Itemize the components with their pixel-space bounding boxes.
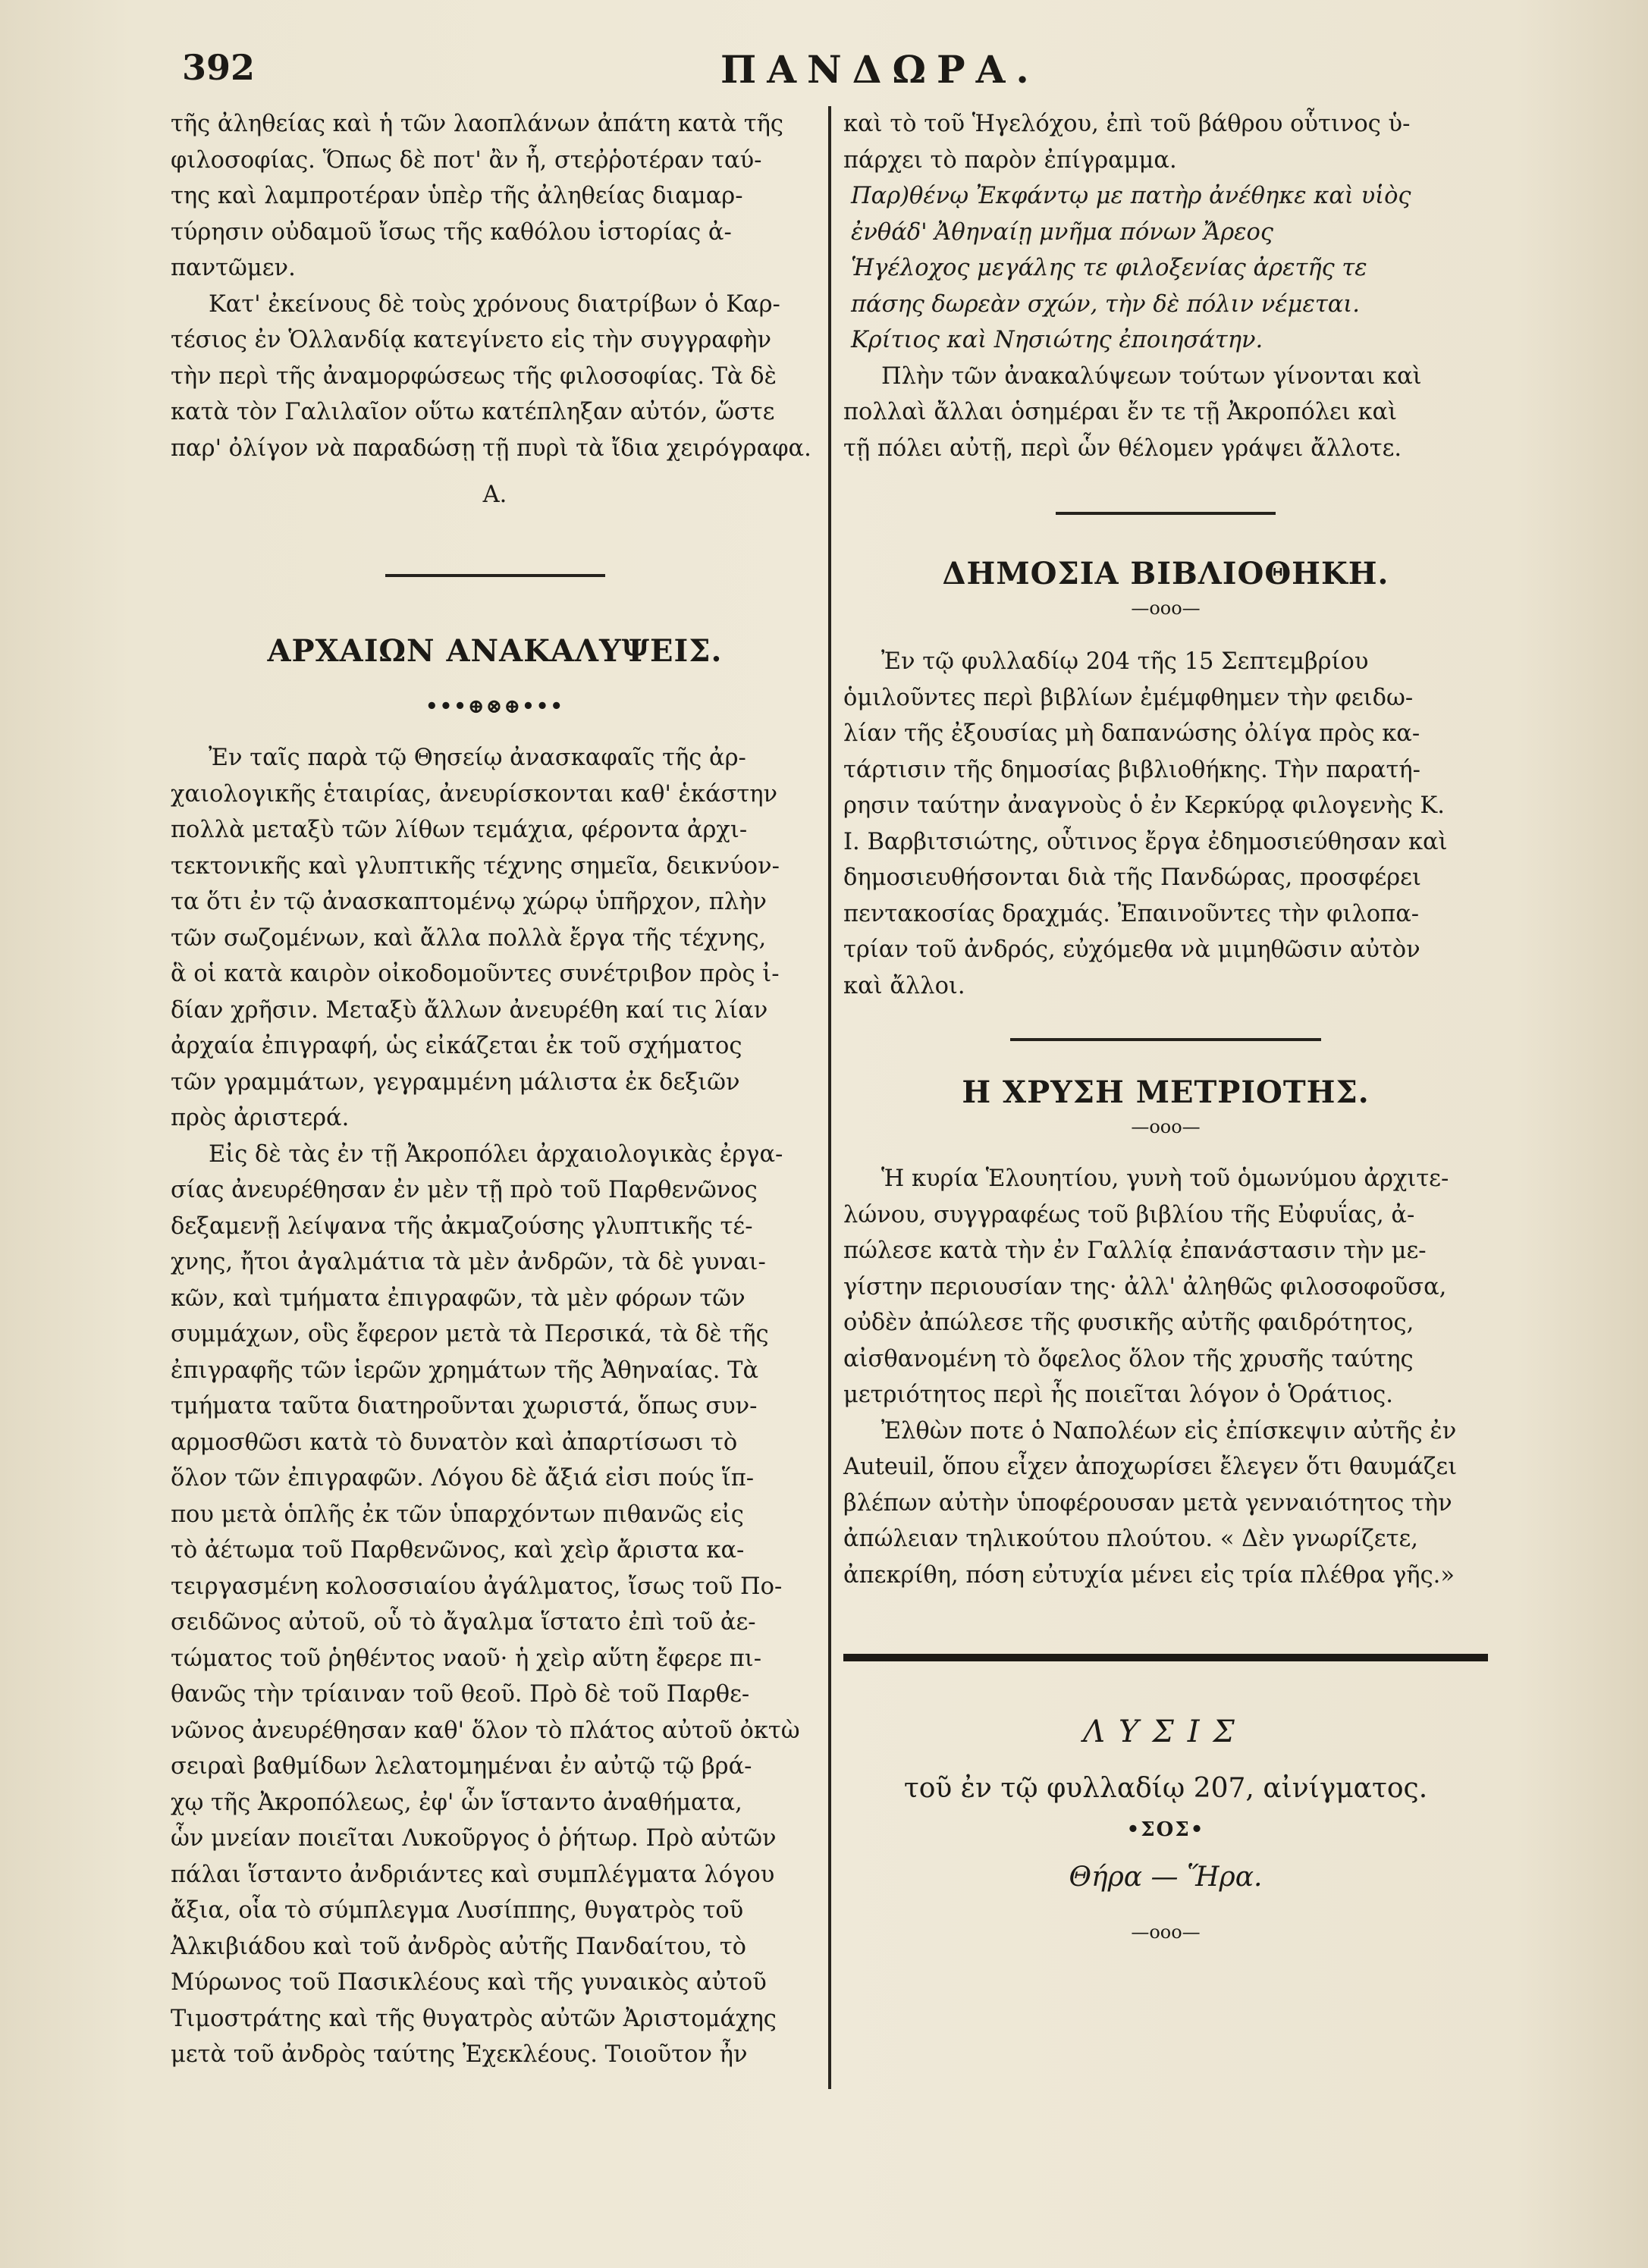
text-line: πεντακοσίας δραχμάς. Ἐπαινοῦντες τὴν φιλοπα- xyxy=(843,900,1420,927)
text-line: οὐδὲν ἀπώλεσε τῆς φυσικῆς αὐτῆς φαιδρότητος, xyxy=(843,1310,1414,1336)
intro-paragraph xyxy=(843,106,1488,178)
text-line: Ἐλθὼν ποτε ὁ Ναπολέων εἰς ἐπίσκεψιν αὐτῆς ἐν xyxy=(881,1417,1457,1445)
text-line: Μύρωνος τοῦ Πασικλέους καὶ τῆς γυναικὸς αὐτοῦ xyxy=(171,1969,767,1996)
epigram-line: πάσης δωρεὰν σχών, τὴν δὲ πόλιν νέμεται. xyxy=(851,290,1360,318)
text-line: λώνου, συγγραφέως τοῦ βιβλίου τῆς Εὐφυΐας, ἀ- xyxy=(843,1201,1415,1228)
text-line: πάλαι ἵσταντο ἀνδριάντες καὶ συμπλέγματα λόγου xyxy=(171,1861,775,1888)
section-ornament: —οοο— xyxy=(1131,1116,1201,1137)
riddle-ornament: •ΣΟΣ• xyxy=(1126,1818,1205,1841)
text-line: καὶ ἄλλοι. xyxy=(843,972,965,999)
epigram-line: ἐνθάδ' Ἀθηναίῃ μνῆμα πόνων Ἄρεος xyxy=(851,218,1273,246)
text-line: ἐπιγραφῆς τῶν ἱερῶν χρημάτων τῆς Ἀθηναίας. Τὰ xyxy=(171,1357,759,1384)
text-line: τὸ ἀέτωμα τοῦ Παρθενῶνος, καὶ χεὶρ ἄριστα κα- xyxy=(171,1537,745,1564)
text-line: τῶν σωζομένων, καὶ ἄλλα πολλὰ ἔργα τῆς τέχνης, xyxy=(171,924,767,952)
text-line: Εἰς δὲ τὰς ἐν τῇ Ἀκροπόλει ἀρχαιολογικὰς ἐργα- xyxy=(209,1140,783,1168)
text-line: ἀρχαία ἐπιγραφή, ὡς εἰκάζεται ἐκ τοῦ σχήματος xyxy=(171,1033,742,1059)
text-line: Ἐν τῷ φυλλαδίῳ 204 τῆς 15 Σεπτεμβρίου xyxy=(881,648,1369,675)
text-line: κῶν, καὶ τμήματα ἐπιγραφῶν, τὰ μὲν φόρων τῶν xyxy=(171,1285,746,1312)
text-line: χνης, ἤτοι ἀγαλμάτια τὰ μὲν ἀνδρῶν, τὰ δὲ γυναι- xyxy=(171,1249,766,1275)
text-line: μετὰ τοῦ ἀνδρὸς ταύτης Ἐχεκλέους. Τοιοῦτον ἦν xyxy=(171,2041,748,2068)
text-line: ρησιν ταύτην ἀναγνοὺς ὁ ἐν Κερκύρᾳ φιλογενὴς Κ. xyxy=(843,792,1445,819)
text-line: ὧν μνείαν ποιεῖται Λυκοῦργος ὁ ῥήτωρ. Πρὸ αὐτῶν xyxy=(171,1825,777,1852)
text-line: ἀπεκρίθη, πόση εὐτυχία μένει εἰς τρία πλέθρα γῆς.» xyxy=(843,1561,1455,1589)
intro-paragraph xyxy=(171,106,819,287)
text-line: που μετὰ ὁπλῆς ἐκ τῶν ὑπαρχόντων πιθανῶς εἰς xyxy=(171,1501,744,1528)
text-line: της καὶ λαμπροτέραν ὑπὲρ τῆς ἀληθείας διαμαρ- xyxy=(171,183,743,209)
text-line: δεξαμενῇ λείψανα τῆς ἀκμαζούσης γλυπτικῆς τέ- xyxy=(171,1212,753,1240)
page-header xyxy=(174,47,1593,108)
text-line: πώλεσε κατὰ τὴν ἐν Γαλλίᾳ ἐπανάστασιν τὴν με- xyxy=(843,1238,1427,1264)
right-column xyxy=(843,106,1488,1951)
text-line: βλέπων αὐτὴν ὑποφέρουσαν μετὰ γενναιότητος τὴν xyxy=(843,1489,1452,1517)
text-line: τρίαν τοῦ ἀνδρός, εὐχόμεθα νὰ μιμηθῶσιν αὐτὸν xyxy=(843,936,1420,963)
text-line: ἃ οἱ κατὰ καιρὸν οἰκοδομοῦντες συνέτριβον πρὸς ἰ- xyxy=(171,961,780,987)
text-line: χῳ τῆς Ἀκροπόλεως, ἐφ' ὧν ἵσταντο ἀναθήματα, xyxy=(171,1789,742,1816)
section-title-library: ΔΗΜΟΣΙΑ ΒΙΒΛΙΟΘΗΚΗ. xyxy=(942,556,1389,591)
text-line: αἰσθανομένη τὸ ὄφελος ὅλον τῆς χρυσῆς ταύτης xyxy=(843,1345,1414,1372)
text-line: Πλὴν τῶν ἀνακαλύψεων τούτων γίνονται καὶ xyxy=(881,362,1422,390)
text-line: σίας ἀνευρέθησαν ἐν μὲν τῇ πρὸ τοῦ Παρθενῶνος xyxy=(171,1177,758,1203)
running-title: ΠΑΝΔΩΡΑ. xyxy=(720,47,1040,92)
section-title-golden-mean: Η ΧΡΥΣΗ ΜΕΤΡΙΟΤΗΣ. xyxy=(962,1074,1370,1110)
text-line: τῇ πόλει αὐτῇ, περὶ ὧν θέλομεν γράψει ἄλλοτε. xyxy=(843,434,1402,462)
epigram-line: Παρ)θένῳ Ἐκφάντῳ με πατὴρ ἀνέθηκε καὶ υἱὸς xyxy=(851,183,1411,209)
text-line: Ἐν ταῖς παρὰ τῷ Θησείῳ ἀνασκαφαῖς τῆς ἀρ- xyxy=(209,745,746,771)
text-line: Ι. Βαρβιτσιώτης, οὗτινος ἔργα ἐδημοσιεύθησαν καὶ xyxy=(843,828,1448,855)
text-line: τα ὅτι ἐν τῷ ἀνασκαπτομένῳ χώρῳ ὑπῆρχον, πλὴν xyxy=(171,889,767,915)
epigram-line: Ἡγέλοχος μεγάλης τε φιλοξενίας ἀρετῆς τε xyxy=(851,255,1367,281)
text-line: πολλὰ μεταξὺ τῶν λίθων τεμάχια, φέροντα ἀρχι- xyxy=(171,817,748,843)
left-column xyxy=(171,106,819,2073)
text-line: πάρχει τὸ παρὸν ἐπίγραμμα. xyxy=(843,146,1177,174)
text-line: Ἀλκιβιάδου καὶ τοῦ ἀνδρὸς αὐτῆς Πανδαίτου, τὸ xyxy=(171,1933,747,1960)
text-line: τώματος τοῦ ῥηθέντος ναοῦ· ἡ χεὶρ αὕτη ἔφερε πι- xyxy=(171,1645,762,1672)
section-separator-rule xyxy=(1010,1038,1321,1041)
excavations-paragraph-2 xyxy=(171,1137,819,2073)
column-divider xyxy=(828,106,831,2089)
text-line: Τιμοστράτης καὶ τῆς θυγατρὸς αὐτῶν Ἀριστομάχης xyxy=(171,2005,777,2032)
riddle-answer: Θήρα — Ἥρα. xyxy=(1069,1861,1263,1893)
text-line: παρ' ὀλίγον νὰ παραδώσῃ τῇ πυρὶ τὰ ἴδια χειρόγραφα. xyxy=(171,434,811,462)
epigram-line: Κρίτιος καὶ Νησιώτης ἐποιησάτην. xyxy=(851,327,1263,353)
text-line: τῆς ἀληθείας καὶ ἡ τῶν λαοπλάνων ἀπάτη κατὰ τῆς xyxy=(171,111,783,137)
section-separator-rule xyxy=(385,574,605,577)
text-line: πρὸς ἀριστερά. xyxy=(171,1105,350,1131)
article-signature: Α. xyxy=(482,482,507,508)
text-line: σειδῶνος αὐτοῦ, οὗ τὸ ἄγαλμα ἵστατο ἐπὶ τοῦ ἀε- xyxy=(171,1609,756,1636)
text-line: τῶν γραμμάτων, γεγραμμένη μάλιστα ἐκ δεξιῶν xyxy=(171,1068,740,1096)
text-line: τεκτονικῆς καὶ γλυπτικῆς τέχνης σημεῖα, δεικνύον- xyxy=(171,852,780,880)
text-line: θανῶς τὴν τρίαιναν τοῦ θεοῦ. Πρὸ δὲ τοῦ Παρθε- xyxy=(171,1681,750,1708)
text-line: τὴν περὶ τῆς ἀναμορφώσεως τῆς φιλοσοφίας. Τὰ δὲ xyxy=(171,362,777,390)
text-line: τμήματα ταῦτα διατηροῦνται χωριστά, ὅπως συν- xyxy=(171,1393,758,1419)
page-number: 392 xyxy=(182,47,256,88)
text-line: κατὰ τὸν Γαλιλαῖον οὕτω κατέπληξαν αὐτόν, ὥστε xyxy=(171,399,775,425)
thick-separator-rule xyxy=(843,1654,1488,1661)
text-line: ἀπώλειαν τηλικούτου πλούτου. « Δὲν γνωρίζετε, xyxy=(843,1526,1418,1552)
epigram-block xyxy=(843,178,1488,359)
text-line: νῶνος ἀνευρέθησαν καθ' ὅλον τὸ πλάτος αὐτοῦ ὀκτὼ xyxy=(171,1717,800,1744)
text-line: τειργασμένη κολοσσιαίου ἀγάλματος, ἴσως τοῦ Πο- xyxy=(171,1573,783,1600)
text-line: ὁμιλοῦντες περὶ βιβλίων ἐμέμφθημεν τὴν φειδω- xyxy=(843,684,1414,711)
golden-mean-paragraph xyxy=(843,1161,1488,1593)
text-line: ὅλον τῶν ἐπιγραφῶν. Λόγου δὲ ἄξιά εἰσι πούς ἵπ- xyxy=(171,1465,755,1492)
end-ornament: —οοο— xyxy=(1131,1921,1201,1943)
text-line: χαιολογικῆς ἑταιρίας, ἀνευρίσκονται καθ' ἑκάστην xyxy=(171,780,778,808)
text-line: καὶ τὸ τοῦ Ἡγελόχου, ἐπὶ τοῦ βάθρου οὗτινος ὑ- xyxy=(843,111,1411,137)
text-line: παντῶμεν. xyxy=(171,255,296,281)
text-line: τύρησιν οὐδαμοῦ ἴσως τῆς καθόλου ἱστορίας ἀ- xyxy=(171,218,732,246)
text-line: ἄξια, οἷα τὸ σύμπλεγμα Λυσίππης, θυγατρὸς τοῦ xyxy=(171,1897,744,1924)
text-line: αρμοσθῶσι κατὰ τὸ δυνατὸν καὶ ἀπαρτίσωσι τὸ xyxy=(171,1429,738,1456)
descartes-paragraph xyxy=(171,287,819,467)
section-title-excavations: ΑΡΧΑΙΩΝ ΑΝΑΚΑΛΥΨΕΙΣ. xyxy=(267,632,723,669)
text-line: δίαν χρῆσιν. Μεταξὺ ἄλλων ἀνευρέθη καί τις λίαν xyxy=(171,996,768,1024)
text-line: συμμάχων, οὓς ἔφερον μετὰ τὰ Περσικά, τὰ δὲ τῆς xyxy=(171,1321,769,1347)
riddle-solution-subtitle: τοῦ ἐν τῷ φυλλαδίῳ 207, αἰνίγματος. xyxy=(903,1772,1428,1804)
text-line: Ἡ κυρία Ἑλουητίου, γυνὴ τοῦ ὁμωνύμου ἀρχιτε- xyxy=(881,1165,1449,1192)
closing-paragraph xyxy=(843,359,1488,467)
text-line: πολλαὶ ἄλλαι ὁσημέραι ἔν τε τῇ Ἀκροπόλει καὶ xyxy=(843,399,1398,425)
text-line: φιλοσοφίας. Ὅπως δὲ ποτ' ἂν ἦ, στεῤῥοτέραν ταύ- xyxy=(171,146,762,174)
riddle-solution-title: ΛΥΣΙΣ xyxy=(1083,1714,1248,1749)
text-line: λίαν τῆς ἐξουσίας μὴ δαπανώσης ὀλίγα πρὸς κα- xyxy=(843,720,1420,747)
excavations-paragraph-1 xyxy=(171,740,819,1137)
section-ornament: —οοο— xyxy=(1131,598,1201,619)
text-line: σειραὶ βαθμίδων λελατομημέναι ἐν αὐτῷ τῷ βρά- xyxy=(171,1753,752,1780)
text-line: τέσιος ἐν Ὁλλανδίᾳ κατεγίνετο εἰς τὴν συγγραφὴν xyxy=(171,327,772,353)
text-line: Auteuil, ὅπου εἶχεν ἀποχωρίσει ἔλεγεν ὅτι θαυμάζει xyxy=(843,1454,1458,1480)
section-separator-rule xyxy=(1056,512,1276,515)
text-line: γίστην περιουσίαν της· ἀλλ' ἀληθῶς φιλοσοφοῦσα, xyxy=(843,1273,1447,1300)
library-paragraph xyxy=(843,644,1488,1004)
text-line: δημοσιευθήσονται διὰ τῆς Πανδώρας, προσφέρει xyxy=(843,864,1421,891)
text-line: Κατ' ἐκείνους δὲ τοὺς χρόνους διατρίβων ὁ Καρ- xyxy=(209,290,780,318)
text-line: τάρτισιν τῆς δημοσίας βιβλιοθήκης. Τὴν παρατή- xyxy=(843,756,1420,783)
text-line: μετριότητος περὶ ἧς ποιεῖται λόγον ὁ Ὁράτιος. xyxy=(843,1382,1393,1408)
section-ornament: •••⊕⊗⊕••• xyxy=(425,695,565,718)
